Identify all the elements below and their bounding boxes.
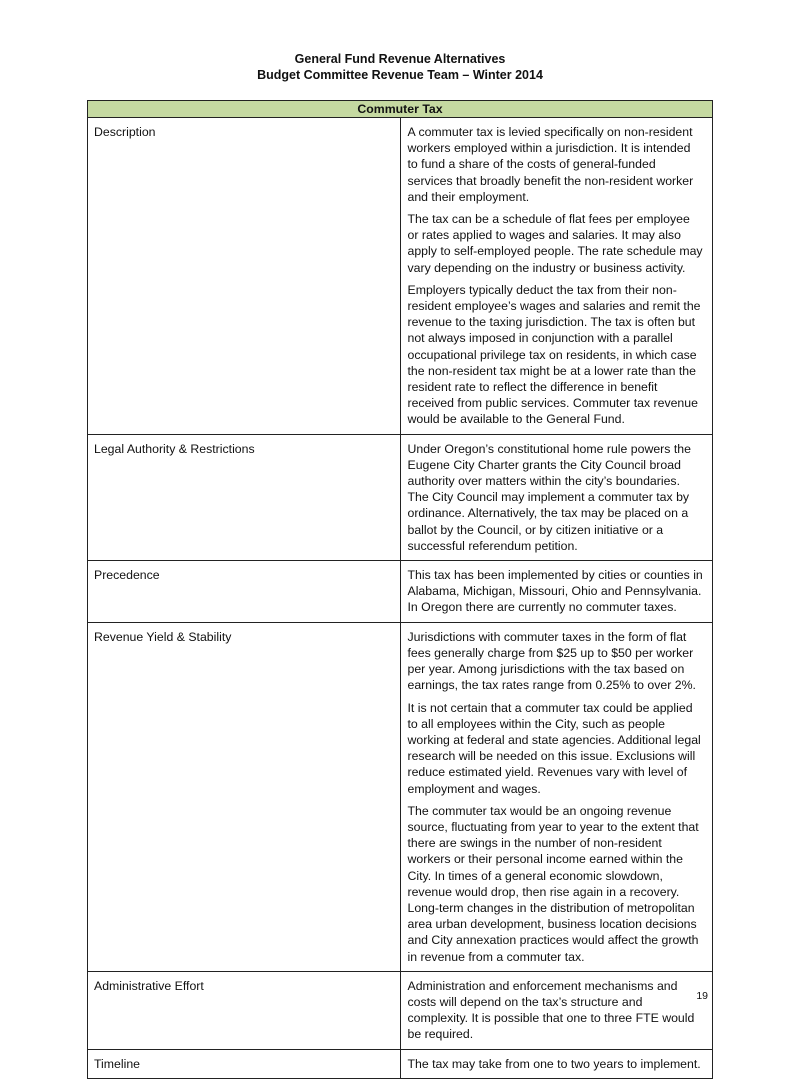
- row-paragraph: The tax may take from one to two years to implement.: [407, 1056, 701, 1071]
- row-paragraph: Under Oregon’s constitutional home rule powers the Eugene City Charter grants the City Council broad authority over matters within the city’s boundaries. The City Council may implement a commuter tax by ordinance. Alternatively, the tax may be placed on a ballot by the Council, or by citizen initiative or a successful referendum petition.: [407, 441, 691, 553]
- row-content: [400, 561, 713, 623]
- table-row: [88, 561, 713, 623]
- row-paragraph: It is not certain that a commuter tax could be applied to all employees within the City, such as people working at federal and state agencies. Additional legal research will be needed on this issue. Exclusions will reduce estimated yield. Revenues vary with level of employment and wages.: [407, 700, 701, 796]
- row-content: [400, 622, 713, 971]
- table-body: [88, 118, 713, 1079]
- table-row: [88, 1049, 713, 1078]
- row-content: [400, 118, 713, 435]
- row-paragraph: Employers typically deduct the tax from their non-resident employee’s wages and salaries and remit the revenue to the taxing jurisdiction. The tax is often but not always imposed in conjunction with a parallel occupational privilege tax on residents, in which case the non-resident tax might be at a lower rate than the resident rate to reflect the difference in benefit received from public services. Commuter tax revenue would be available to the General Fund.: [407, 282, 701, 427]
- row-label: Legal Authority & Restrictions: [88, 434, 401, 560]
- row-content: [400, 971, 713, 1049]
- table-row: [88, 622, 713, 971]
- row-paragraph: The commuter tax would be an ongoing revenue source, fluctuating from year to year to the extent that there are swings in the number of non-resident workers or their personal income earned within the City. In times of a general economic slowdown, revenue would drop, then rise again in a recovery. Long-term changes in the distribution of metropolitan area urban development, business location decisions and City annexation practices would affect the growth in revenue from a commuter tax.: [407, 803, 699, 964]
- row-paragraph: Jurisdictions with commuter taxes in the form of flat fees generally charge from $25 up to $50 per worker per year. Among jurisdictions with the tax based on earnings, the tax rates range from 0.25% to over 2%.: [407, 629, 696, 693]
- row-paragraph: Administration and enforcement mechanisms and costs will depend on the tax’s structure and complexity. It is possible that one to three FTE would be required.: [407, 978, 695, 1042]
- table-heading: Commuter Tax: [88, 101, 713, 118]
- row-label: Precedence: [88, 561, 401, 623]
- document-subtitle: Budget Committee Revenue Team – Winter 2014: [257, 68, 543, 82]
- row-label: Revenue Yield & Stability: [88, 622, 401, 971]
- row-label: Administrative Effort: [88, 971, 401, 1049]
- row-paragraph: The tax can be a schedule of flat fees per employee or rates applied to wages and salaries. It may also apply to self-employed people. The rate schedule may vary depending on the industry or business activity.: [407, 212, 703, 275]
- row-content: [400, 1049, 713, 1078]
- commuter-tax-table: [87, 100, 713, 1079]
- table-row: [88, 971, 713, 1049]
- row-paragraph: A commuter tax is levied specifically on non-resident workers employed within a jurisdiction. It is intended to fund a share of the costs of general-funded services that broadly benefit the non-resident worker and their employment.: [407, 125, 694, 204]
- document-title: General Fund Revenue Alternatives: [294, 52, 506, 66]
- page-number: 19: [696, 990, 708, 1002]
- row-paragraph: This tax has been implemented by cities or counties in Alabama, Michigan, Missouri, Ohio and Pennsylvania. In Oregon there are currently no commuter taxes.: [407, 568, 703, 615]
- row-label: Timeline: [88, 1049, 401, 1078]
- table-row: [88, 118, 713, 435]
- row-label: Description: [88, 118, 401, 435]
- document-header: [0, 51, 800, 83]
- table-row: [88, 434, 713, 560]
- row-content: [400, 434, 713, 560]
